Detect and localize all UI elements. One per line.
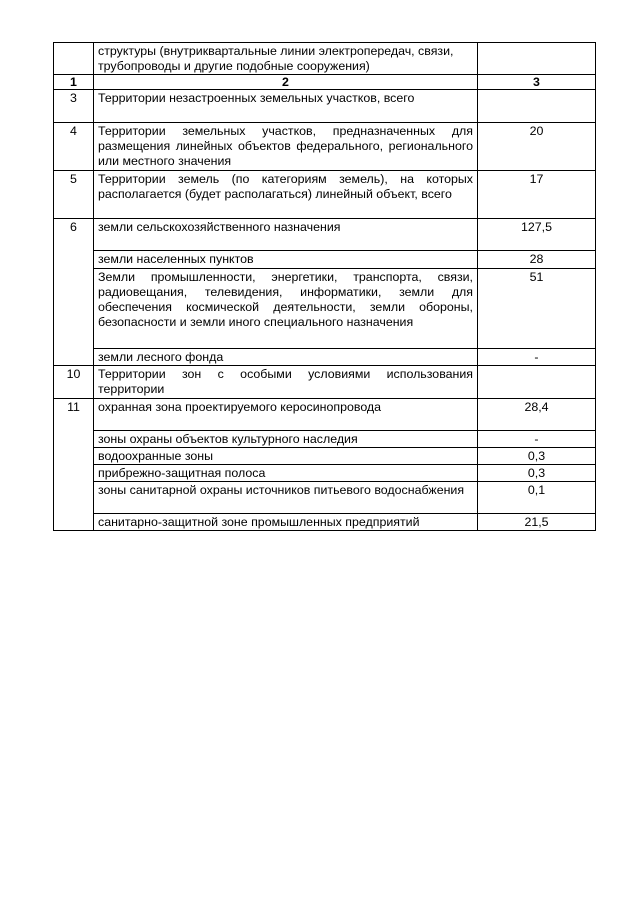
table-row (54, 431, 596, 448)
row-value: 17 (478, 171, 596, 219)
row-description: зоны охраны объектов культурного наследия (94, 431, 478, 448)
table-header-row (54, 75, 596, 90)
row-number: 10 (54, 366, 94, 399)
row-value: 127,5 (478, 219, 596, 251)
row-description: зоны санитарной охраны источников питьевого водоснабжения (94, 482, 478, 514)
table-row (54, 448, 596, 465)
table-row (54, 366, 596, 399)
table-row (54, 123, 596, 171)
row-description: прибрежно-защитная полоса (94, 465, 478, 482)
cell-value-empty (478, 43, 596, 75)
table-row (54, 251, 596, 269)
table-row-continuation (54, 43, 596, 75)
cell-continuation-text: структуры (внутриквартальные линии электропередач, связи, трубопроводы и другие подобные сооружения) (94, 43, 478, 75)
row-description: земли сельскохозяйственного назначения (94, 219, 478, 251)
header-col-3: 3 (478, 75, 596, 90)
row-value: 21,5 (478, 514, 596, 531)
row-number: 6 (54, 219, 94, 366)
row-value: 28,4 (478, 399, 596, 431)
row-value: 20 (478, 123, 596, 171)
table-row (54, 90, 596, 123)
row-value: - (478, 431, 596, 448)
row-number: 5 (54, 171, 94, 219)
table-row (54, 465, 596, 482)
table-row (54, 514, 596, 531)
header-col-1: 1 (54, 75, 94, 90)
table-row (54, 219, 596, 251)
row-number: 3 (54, 90, 94, 123)
row-description: водоохранные зоны (94, 448, 478, 465)
row-value: 0,3 (478, 448, 596, 465)
row-description: Территории земель (по категориям земель), на которых располагается (будет располагаться) линейный объект, всего (94, 171, 478, 219)
table-row (54, 399, 596, 431)
table-row (54, 269, 596, 349)
row-description: Земли промышленности, энергетики, транспорта, связи, радиовещания, телевидения, информатики, земли для обеспечения космической деятельности, земли обороны, безопасности и земли иного специального назначения (94, 269, 478, 349)
table-row (54, 171, 596, 219)
row-value: 28 (478, 251, 596, 269)
row-value (478, 90, 596, 123)
row-description: Территории земельных участков, предназначенных для размещения линейных объектов федерального, регионального или местного значения (94, 123, 478, 171)
row-value: - (478, 349, 596, 366)
row-number: 4 (54, 123, 94, 171)
row-description: Территории незастроенных земельных участков, всего (94, 90, 478, 123)
row-value: 0,1 (478, 482, 596, 514)
row-description: земли лесного фонда (94, 349, 478, 366)
row-number: 11 (54, 399, 94, 531)
row-description: земли населенных пунктов (94, 251, 478, 269)
table-row (54, 349, 596, 366)
row-value: 51 (478, 269, 596, 349)
row-value (478, 366, 596, 399)
row-description: санитарно-защитной зоне промышленных предприятий (94, 514, 478, 531)
land-use-table (53, 42, 596, 531)
table-row (54, 482, 596, 514)
cell-num-empty (54, 43, 94, 75)
header-col-2: 2 (94, 75, 478, 90)
row-description: Территории зон с особыми условиями использования территории (94, 366, 478, 399)
row-value: 0,3 (478, 465, 596, 482)
row-description: охранная зона проектируемого керосинопровода (94, 399, 478, 431)
